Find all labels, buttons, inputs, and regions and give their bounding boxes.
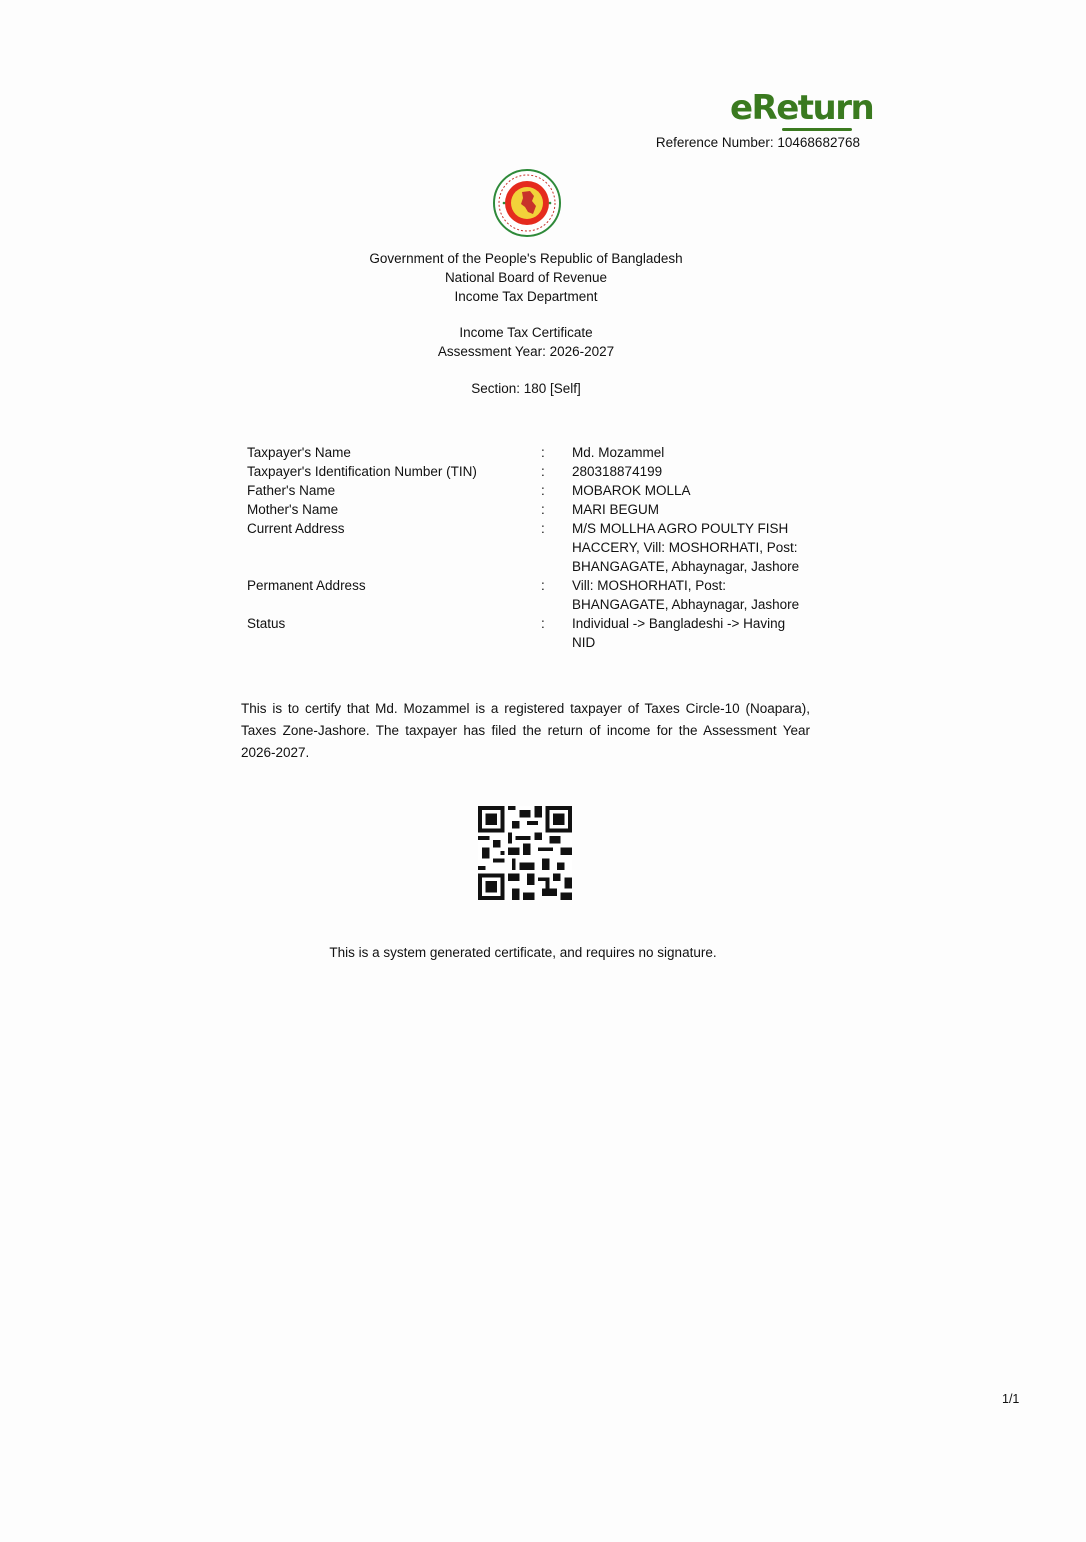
info-separator: :: [541, 483, 545, 498]
info-separator: :: [541, 502, 545, 517]
issuer-header: [0, 249, 1052, 306]
info-label: Permanent Address: [247, 578, 366, 593]
info-row-father: [247, 481, 807, 500]
section-label: Section: 180 [Self]: [471, 381, 581, 396]
info-label: Taxpayer's Name: [247, 445, 351, 460]
taxpayer-info-table: [247, 443, 807, 652]
ereturn-logo-text: eReturn: [730, 88, 874, 128]
certification-statement: This is to certify that Md. Mozammel is a registered taxpayer of Taxes Circle-10 (Noapara), Taxes Zone-Jashore. The taxpayer has filed the return of income for the Assessment Year 2026-2027.: [241, 701, 810, 760]
info-value: Individual -> Bangladeshi -> Having NID: [572, 616, 786, 650]
qr-code-icon: [478, 806, 572, 900]
info-row-status: [247, 614, 807, 652]
info-separator: :: [541, 616, 545, 631]
info-separator: :: [541, 578, 545, 593]
info-separator: :: [541, 445, 545, 460]
info-label: Current Address: [247, 521, 345, 536]
info-value: M/S MOLLHA AGRO POULTY FISH HACCERY, Vill: MOSHORHATI, Post: BHANGAGATE, Abhaynagar, Jashore: [572, 521, 800, 574]
info-row-name: [247, 443, 807, 462]
info-value: MOBAROK MOLLA: [572, 483, 691, 498]
assessment-year: Assessment Year: 2026-2027: [437, 344, 615, 359]
issuer-department: Income Tax Department: [454, 289, 598, 304]
bangladesh-government-seal-icon: [492, 168, 562, 238]
ereturn-logo-swoosh: [782, 128, 852, 131]
info-label: Mother's Name: [247, 502, 339, 517]
info-value: 280318874199: [572, 464, 663, 479]
info-separator: :: [541, 464, 545, 479]
info-value: Md. Mozammel: [572, 445, 665, 460]
info-row-tin: [247, 462, 807, 481]
ereturn-logo: [730, 88, 874, 134]
issuer-government: Government of the People's Republic of Bangladesh: [369, 251, 683, 266]
info-label: Father's Name: [247, 483, 336, 498]
info-row-permanent-address: [247, 576, 807, 614]
info-separator: :: [541, 521, 545, 536]
reference-number: Reference Number: 10468682768: [655, 135, 860, 150]
page-number: 1/1: [1002, 1392, 1020, 1406]
issuer-board: National Board of Revenue: [444, 270, 608, 285]
certificate-title: Income Tax Certificate: [459, 325, 593, 340]
info-row-mother: [247, 500, 807, 519]
info-label: Taxpayer's Identification Number (TIN): [247, 464, 477, 479]
system-generated-note: This is a system generated certificate, and requires no signature.: [329, 945, 717, 960]
info-row-current-address: [247, 519, 807, 576]
certificate-heading: [0, 323, 1052, 361]
info-value: MARI BEGUM: [572, 502, 660, 517]
info-value: Vill: MOSHORHATI, Post: BHANGAGATE, Abhaynagar, Jashore: [572, 578, 800, 612]
info-label: Status: [247, 616, 286, 631]
